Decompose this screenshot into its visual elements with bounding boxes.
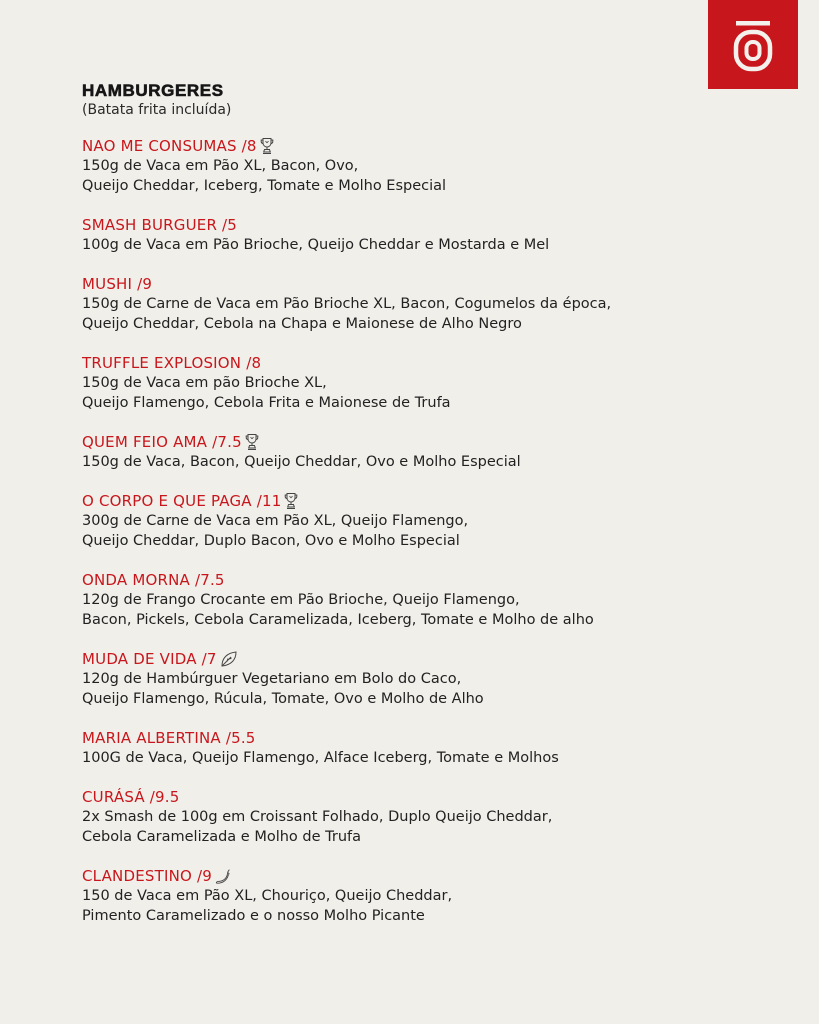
menu-item-description: 120g de Frango Crocante em Pão Brioche, Queijo Flamengo,: [82, 592, 520, 608]
menu-item: [82, 215, 782, 255]
menu-item-description: 100g de Vaca em Pão Brioche, Queijo Cheddar e Mostarda e Mel: [82, 237, 550, 253]
trophy-icon: [284, 491, 302, 511]
menu-item-name: O CORPO E QUE PAGA /11: [82, 492, 282, 510]
menu-item-description: 300g de Carne de Vaca em Pão XL, Queijo Flamengo,: [82, 513, 469, 529]
menu-item-header: [82, 136, 782, 156]
menu-item: [82, 353, 782, 413]
menu-item-header: [82, 491, 782, 511]
menu-item: [82, 570, 782, 630]
menu-item-description: 150g de Carne de Vaca em Pão Brioche XL, Bacon, Cogumelos da época,: [82, 296, 612, 312]
menu-item: [82, 491, 782, 551]
menu-item-description: Queijo Flamengo, Rúcula, Tomate, Ovo e Molho de Alho: [82, 691, 484, 707]
chili-icon: [215, 866, 233, 886]
brand-logo: [708, 0, 798, 89]
menu-item-header: [82, 353, 782, 373]
menu-item: [82, 432, 782, 472]
menu-item-header: [82, 728, 782, 748]
menu-item-name: CURÁSÁ /9.5: [82, 788, 180, 806]
trophy-icon: [245, 432, 263, 452]
menu-item-description: Queijo Cheddar, Duplo Bacon, Ovo e Molho Especial: [82, 533, 460, 549]
menu-item: [82, 274, 782, 334]
menu-item-header: [82, 570, 782, 590]
menu-item-name: TRUFFLE EXPLOSION /8: [82, 354, 262, 372]
menu-item-name: SMASH BURGUER /5: [82, 216, 238, 234]
menu-content: [82, 81, 782, 945]
menu-item: [82, 649, 782, 709]
menu-item: [82, 787, 782, 847]
menu-item-name: QUEM FEIO AMA /7.5: [82, 433, 242, 451]
menu-item-name: ONDA MORNA /7.5: [82, 571, 225, 589]
brand-logo-mark: [731, 17, 775, 73]
menu-item-description: 100G de Vaca, Queijo Flamengo, Alface Iceberg, Tomate e Molhos: [82, 750, 559, 766]
menu-item-description: Bacon, Pickels, Cebola Caramelizada, Iceberg, Tomate e Molho de alho: [82, 612, 594, 628]
menu-item-header: [82, 866, 782, 886]
menu-item-name: MUSHI /9: [82, 275, 153, 293]
menu-items-list: [82, 136, 782, 926]
menu-item-description: Queijo Cheddar, Iceberg, Tomate e Molho Especial: [82, 178, 447, 194]
menu-item-description: 2x Smash de 100g em Croissant Folhado, Duplo Queijo Cheddar,: [82, 809, 553, 825]
menu-item-description: Queijo Cheddar, Cebola na Chapa e Maionese de Alho Negro: [82, 316, 522, 332]
trophy-icon: [260, 136, 278, 156]
menu-item-description: 150g de Vaca, Bacon, Queijo Cheddar, Ovo e Molho Especial: [82, 454, 521, 470]
section-subtitle: (Batata frita incluída): [82, 102, 232, 118]
menu-item: [82, 866, 782, 926]
menu-item-description: Cebola Caramelizada e Molho de Trufa: [82, 829, 362, 845]
menu-item-description: 120g de Hambúrguer Vegetariano em Bolo do Caco,: [82, 671, 462, 687]
menu-item: [82, 728, 782, 768]
menu-item-description: Pimento Caramelizado e o nosso Molho Picante: [82, 908, 425, 924]
menu-item-header: [82, 649, 782, 669]
menu-item-name: CLANDESTINO /9: [82, 867, 212, 885]
menu-item-header: [82, 432, 782, 452]
menu-item: [82, 136, 782, 196]
menu-item-description: 150g de Vaca em Pão XL, Bacon, Ovo,: [82, 158, 359, 174]
menu-item-name: MUDA DE VIDA /7: [82, 650, 217, 668]
menu-item-name: NAO ME CONSUMAS /8: [82, 137, 257, 155]
menu-item-description: 150 de Vaca em Pão XL, Chouriço, Queijo Cheddar,: [82, 888, 453, 904]
menu-item-header: [82, 274, 782, 294]
menu-item-name: MARIA ALBERTINA /5.5: [82, 729, 256, 747]
menu-item-header: [82, 215, 782, 235]
section-title: HAMBURGERES: [82, 81, 224, 100]
menu-item-description: 150g de Vaca em pão Brioche XL,: [82, 375, 327, 391]
menu-item-description: Queijo Flamengo, Cebola Frita e Maionese de Trufa: [82, 395, 451, 411]
leaf-icon: [220, 649, 238, 669]
menu-item-header: [82, 787, 782, 807]
